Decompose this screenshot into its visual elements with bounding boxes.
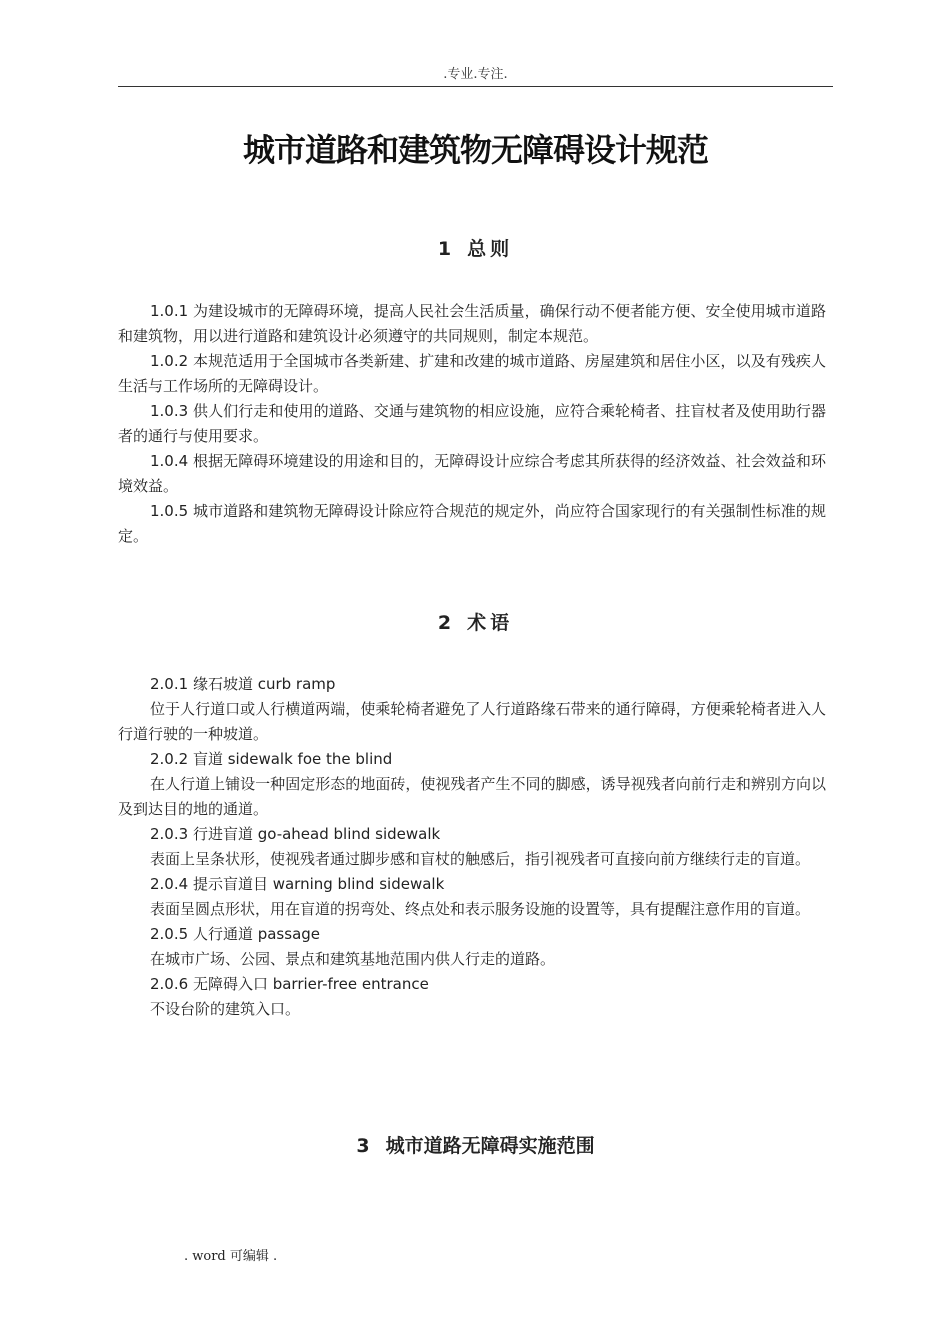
term-name: 提示盲道目 warning blind sidewalk: [192, 875, 445, 893]
clause-number: 1.0.2: [150, 352, 189, 370]
term-number: 2.0.5: [150, 925, 189, 943]
section-number: 2: [437, 612, 452, 634]
term-definition: 在城市广场、公园、景点和建筑基地范围内供人行走的道路。: [150, 950, 556, 968]
clause-1-0-4: [118, 449, 826, 499]
term-number: 2.0.3: [150, 825, 189, 843]
section-2-body: [118, 672, 826, 1022]
clause-1-0-3: [118, 399, 826, 449]
section-title: 总则: [467, 238, 514, 260]
clause-number: 1.0.5: [150, 502, 189, 520]
term-name: 行进盲道 go-ahead blind sidewalk: [192, 825, 441, 843]
term-2-0-5: [118, 922, 826, 947]
clause-1-0-2: [118, 349, 826, 399]
term-name: 盲道 sidewalk foe the blind: [192, 750, 393, 768]
section-heading-1: [118, 236, 833, 262]
clause-text: 根据无障碍环境建设的用途和目的，无障碍设计应综合考虑其所获得的经济效益、社会效益和环境效益。: [118, 452, 826, 495]
term-2-0-4: [118, 872, 826, 897]
section-1-body: [118, 299, 826, 549]
clause-number: 1.0.4: [150, 452, 189, 470]
term-number: 2.0.2: [150, 750, 189, 768]
section-heading-3: [118, 1133, 833, 1159]
section-title: 术语: [467, 612, 514, 634]
term-number: 2.0.4: [150, 875, 189, 893]
term-definition: 表面上呈条状形，使视残者通过脚步感和盲杖的触感后，指引视残者可直接向前方继续行走的盲道。: [150, 850, 811, 868]
term-name: 无障碍入口 barrier-free entrance: [192, 975, 429, 993]
term-definition: 位于人行道口或人行横道两端，使乘轮椅者避免了人行道路缘石带来的通行障碍，方便乘轮椅者进入人行道行驶的一种坡道。: [118, 700, 826, 743]
term-number: 2.0.6: [150, 975, 189, 993]
term-2-0-2: [118, 747, 826, 772]
term-name: 人行通道 passage: [192, 925, 321, 943]
section-number: 3: [356, 1135, 370, 1157]
page-footer: [184, 1248, 277, 1266]
header-text: .专业.专注.: [443, 67, 508, 82]
section-heading-2: [118, 610, 833, 636]
clause-text: 本规范适用于全国城市各类新建、扩建和改建的城市道路、房屋建筑和居住小区，以及有残疾人生活与工作场所的无障碍设计。: [118, 352, 826, 395]
clause-text: 供人们行走和使用的道路、交通与建筑物的相应设施，应符合乘轮椅者、拄盲杖者及使用助行器者的通行与使用要求。: [118, 402, 826, 445]
term-number: 2.0.1: [150, 675, 189, 693]
document-title: 城市道路和建筑物无障碍设计规范: [242, 131, 708, 169]
page-header: [118, 66, 833, 87]
clause-text: 城市道路和建筑物无障碍设计除应符合规范的规定外，尚应符合国家现行的有关强制性标准的规定。: [118, 502, 826, 545]
clause-text: 为建设城市的无障碍环境，提高人民社会生活质量，确保行动不便者能方便、安全使用城市道路和建筑物，用以进行道路和建筑设计必须遵守的共同规则，制定本规范。: [118, 302, 826, 345]
clause-number: 1.0.3: [150, 402, 189, 420]
clause-1-0-1: [118, 299, 826, 349]
footer-text: . word 可编辑 .: [184, 1249, 278, 1264]
term-definition: 在人行道上铺设一种固定形态的地面砖，使视残者产生不同的脚感，诱导视残者向前行走和辨别方向以及到达目的地的通道。: [118, 775, 826, 818]
term-2-0-3: [118, 822, 826, 847]
term-definition: 表面呈圆点形状，用在盲道的拐弯处、终点处和表示服务设施的设置等，具有提醒注意作用的盲道。: [150, 900, 811, 918]
section-number: 1: [437, 238, 452, 260]
term-definition: 不设台阶的建筑入口。: [150, 1000, 301, 1018]
term-2-0-6: [118, 972, 826, 997]
clause-1-0-5: [118, 499, 826, 549]
clause-number: 1.0.1: [150, 302, 189, 320]
section-title: 城市道路无障碍实施范围: [385, 1135, 595, 1157]
term-2-0-1: [118, 672, 826, 697]
term-name: 缘石坡道 curb ramp: [192, 675, 336, 693]
